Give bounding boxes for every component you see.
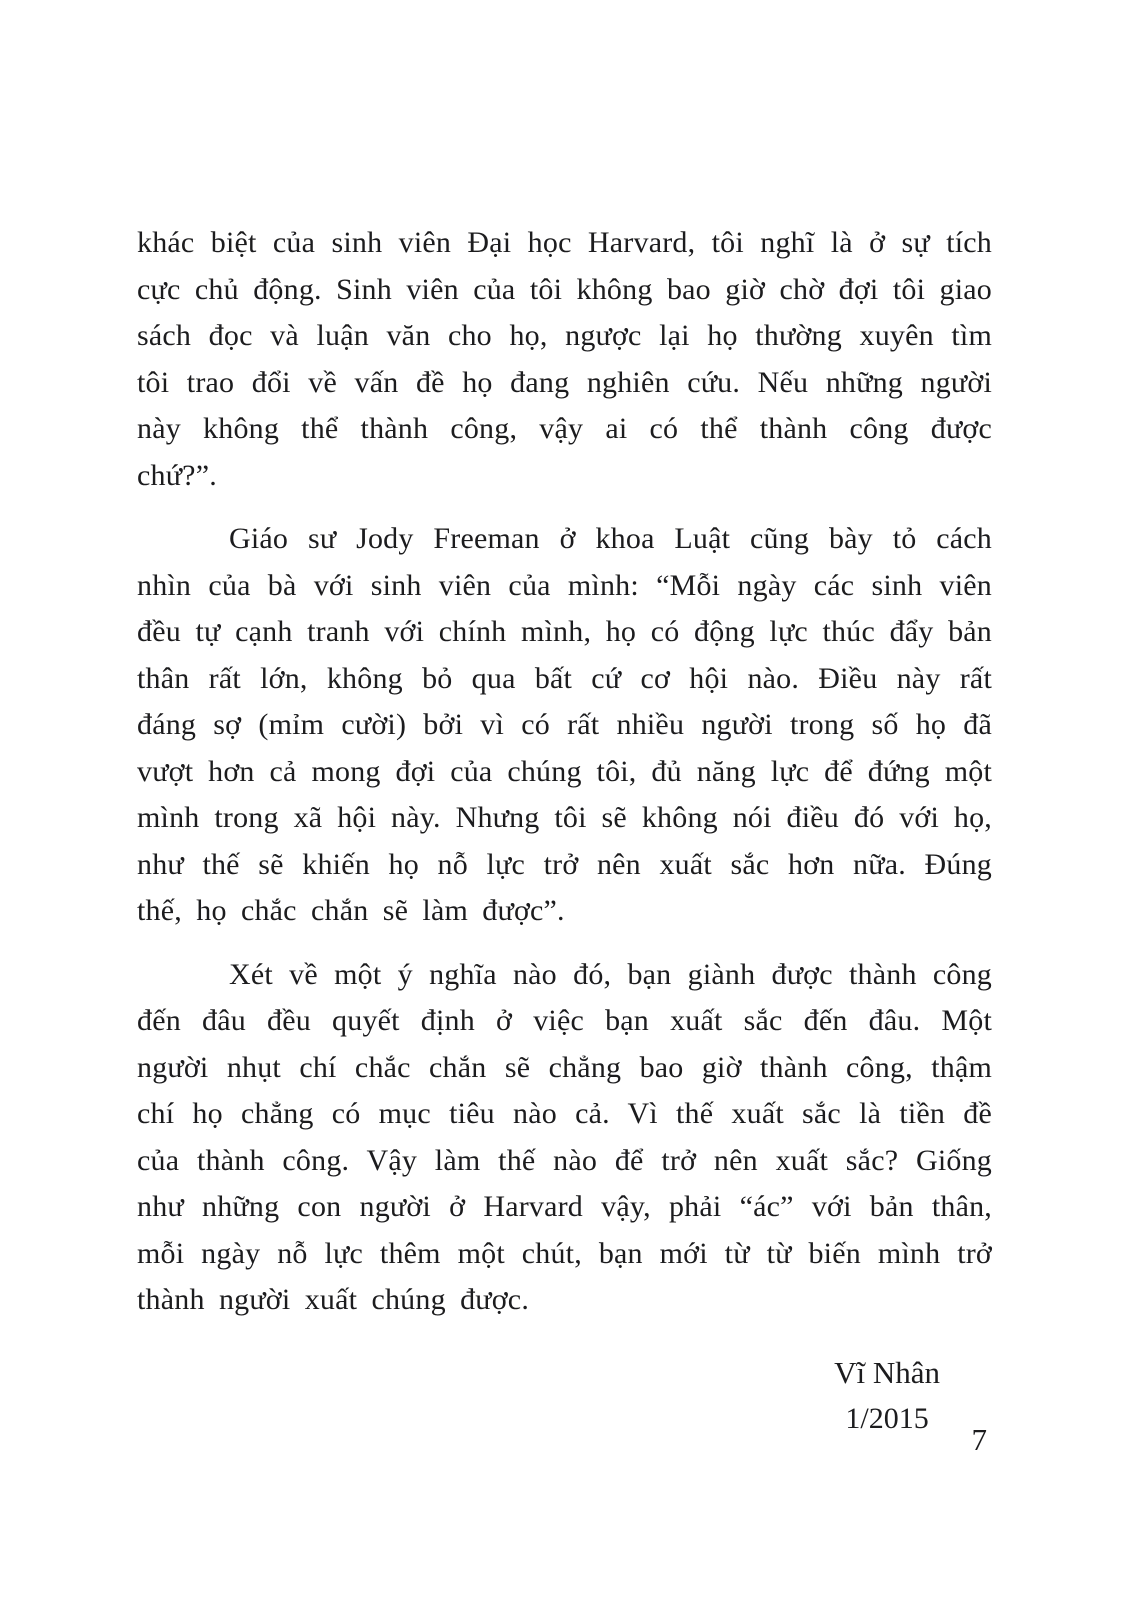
paragraph-1: khác biệt của sinh viên Đại học Harvard, tôi nghĩ là ở sự tích cực chủ động. Sinh viên của tôi không bao giờ chờ đợi tôi giao sách đọc và luận văn cho họ, ngược lại họ thường xuyên tìm tôi trao đổi về vấn đề họ đang nghiên cứu. Nếu những người này không thể thành công, vậy ai có thể thành công được chứ?”.: [137, 226, 992, 492]
page-number: 7: [971, 1422, 987, 1457]
page-content: [137, 220, 992, 1442]
signature-block: [137, 1350, 992, 1442]
signature-inner: [834, 1350, 940, 1442]
paragraph-3: Xét về một ý nghĩa nào đó, bạn giành được thành công đến đâu đều quyết định ở việc bạn xuất sắc đến đâu. Một người nhụt chí chắc chắn sẽ chẳng bao giờ thành công, thậm chí họ chẳng có mục tiêu nào cả. Vì thế xuất sắc là tiền đề của thành công. Vậy làm thế nào để trở nên xuất sắc? Giống như những con người ở Harvard vậy, phải “ác” với bản thân, mỗi ngày nỗ lực thêm một chút, bạn mới từ từ biến mình trở thành người xuất chúng được.: [137, 957, 992, 1316]
signature-date: 1/2015: [845, 1401, 929, 1435]
paragraph-2: Giáo sư Jody Freeman ở khoa Luật cũng bày tỏ cách nhìn của bà với sinh viên của mình: “Mỗi ngày các sinh viên đều tự cạnh tranh với chính mình, họ có động lực thúc đẩy bản thân rất lớn, không bỏ qua bất cứ cơ hội nào. Điều này rất đáng sợ (mỉm cười) bởi vì có rất nhiều người trong số họ đã vượt hơn cả mong đợi của chúng tôi, đủ năng lực để đứng một mình trong xã hội này. Nhưng tôi sẽ không nói điều đó với họ, như thế sẽ khiến họ nỗ lực trở nên xuất sắc hơn nữa. Đúng thế, họ chắc chắn sẽ làm được”.: [137, 522, 992, 927]
signature-name: Vĩ Nhân: [834, 1354, 940, 1390]
